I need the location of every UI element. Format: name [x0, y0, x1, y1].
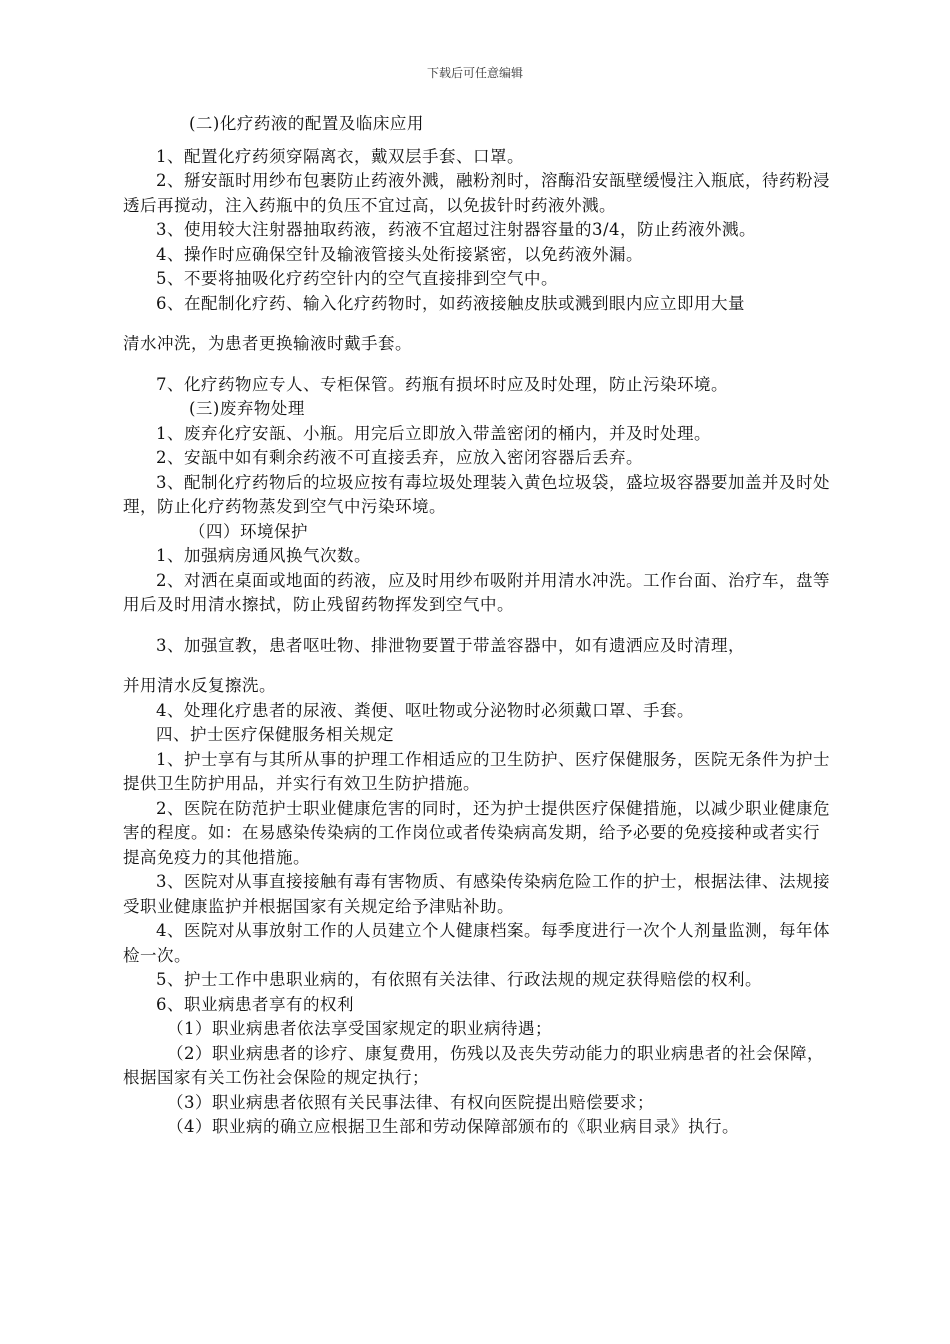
paragraph: 3、配制化疗药物后的垃圾应按有毒垃圾处理装入黄色垃圾袋，盛垃圾容器要加盖并及时处理，防止化疗药物蒸发到空气中污染环境。 [123, 472, 830, 516]
paragraph: 7、化疗药物应专人、专柜保管。药瓶有损坏时应及时处理，防止污染环境。 [156, 374, 728, 394]
paragraph: 1、加强病房通风换气次数。 [156, 546, 371, 565]
paragraph: 2、医院在防范护士职业健康危害的同时，还为护士提供医疗保健措施，以减少职业健康危害的程度。如：在易感染传染病的工作岗位或者传染病高发期，给予必要的免疫接种或者实行提高免疫力的其他措施。 [123, 798, 830, 867]
document-body [123, 112, 835, 1140]
paragraph: 4、操作时应确保空针及输液管接头处衔接紧密，以免药液外漏。 [156, 244, 643, 264]
section-heading-2: (二)化疗药液的配置及临床应用 [189, 114, 424, 133]
paragraph: 4、医院对从事放射工作的人员建立个人健康档案。每季度进行一次个人剂量监测，每年体检一次。 [123, 921, 830, 965]
paragraph: 3、使用较大注射器抽取药液，药液不宜超过注射器容量的3/4，防止药液外溅。 [156, 220, 757, 239]
list-item: （2）职业病患者的诊疗、康复费用，伤残以及丧失劳动能力的职业病患者的社会保障，根据国家有关工伤社会保险的规定执行； [123, 1043, 824, 1087]
paragraph-continuation: 清水冲洗，为患者更换输液时戴手套。 [123, 334, 412, 353]
paragraph: 4、处理化疗患者的尿液、粪便、呕吐物或分泌物时必须戴口罩、手套。 [156, 700, 694, 720]
section-heading-3: (三)废弃物处理 [189, 399, 305, 418]
page-header: 下载后可任意编辑 [426, 66, 523, 80]
list-item: （4）职业病的确立应根据卫生部和劳动保障部颁布的《职业病目录》执行。 [167, 1117, 739, 1136]
paragraph: 5、不要将抽吸化疗药空针内的空气直接排到空气中。 [156, 269, 558, 288]
paragraph: 1、配置化疗药须穿隔离衣，戴双层手套、口罩。 [156, 146, 524, 166]
list-item: （1）职业病患者依法享受国家规定的职业病待遇； [167, 1019, 552, 1038]
paragraph: 5、护士工作中患职业病的，有依照有关法律、行政法规的规定获得赔偿的权利。 [156, 970, 762, 989]
paragraph: 1、护士享有与其所从事的护理工作相适应的卫生防护、医疗保健服务，医院无条件为护士提供卫生防护用品，并实行有效卫生防护措施。 [123, 749, 830, 793]
paragraph-continuation: 并用清水反复擦洗。 [123, 676, 276, 695]
paragraph: 2、掰安瓿时用纱布包裹防止药液外溅，融粉剂时，溶酶沿安瓿壁缓慢注入瓶底，待药粉浸透后再搅动，注入药瓶中的负压不宜过高，以免拔针时药液外溅。 [123, 171, 830, 215]
paragraph: 3、医院对从事直接接触有毒有害物质、有感染传染病危险工作的护士，根据法律、法规接受职业健康监护并根据国家有关规定给予津贴补助。 [123, 872, 830, 916]
paragraph: 3、加强宣教，患者呕吐物、排泄物要置于带盖容器中，如有遗洒应及时清理， [156, 635, 745, 655]
paragraph: 1、废弃化疗安瓿、小瓶。用完后立即放入带盖密闭的桶内，并及时处理。 [156, 423, 711, 443]
paragraph: 6、在配制化疗药、输入化疗药物时，如药液接触皮肤或溅到眼内应立即用大量 [156, 293, 745, 313]
paragraph: 2、安瓿中如有剩余药液不可直接丢弃，应放入密闭容器后丢弃。 [156, 448, 643, 467]
list-item: （3）职业病患者依照有关民事法律、有权向医院提出赔偿要求； [167, 1092, 654, 1112]
paragraph: 6、职业病患者享有的权利 [156, 994, 354, 1014]
paragraph: 2、对洒在桌面或地面的药液，应及时用纱布吸附并用清水冲洗。工作台面、治疗车，盘等用后及时用清水擦拭，防止残留药物挥发到空气中。 [123, 570, 830, 614]
section-heading-4: （四）环境保护 [189, 521, 308, 541]
section-heading-main: 四、护士医疗保健服务相关规定 [156, 725, 394, 744]
